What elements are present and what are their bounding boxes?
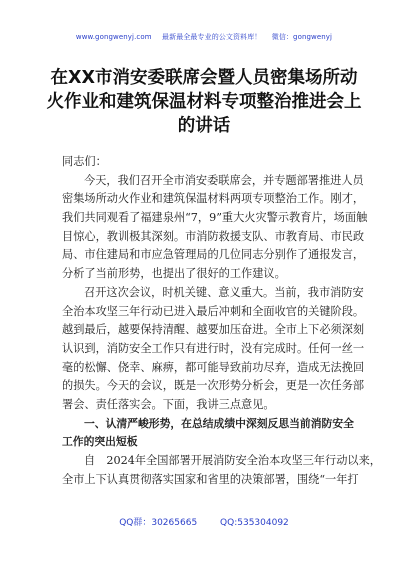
paragraph-line: 全治本攻坚三年行动已进入最后冲刺和全面收官的关键阶段。 xyxy=(62,304,365,318)
site-slogan: 最新最全最专业的公文资料库！ xyxy=(162,33,262,41)
document-title xyxy=(40,66,368,138)
paragraph-line: 越到最后，越要保持清醒、越要加压奋进。全市上下必须深刻 xyxy=(62,323,365,337)
section-heading: 一、认清严峻形势，在总结成绩中深刻反思当前消防安全 xyxy=(84,416,354,430)
title-line: 的讲话 xyxy=(177,116,231,136)
paragraph-line: 自 2024年全国部署开展消防安全治本攻坚三年行动以来， xyxy=(84,454,381,467)
contact-footer xyxy=(0,515,408,528)
section-heading: 工作的突出短板 xyxy=(62,435,138,449)
qq-contact: QQ:535304092 xyxy=(220,518,289,528)
paragraph-line: 目惊心，教训极其深刻。市消防救援支队、市教育局、市民政 xyxy=(62,229,365,243)
paragraph-line: 召开这次会议，时机关键、意义重大。当前，我市消防安 xyxy=(84,285,364,299)
title-line: 火作业和建筑保温材料专项整治推进会上 xyxy=(46,92,362,112)
title-line: 在XX市消安委联席会暨人员密集场所动 xyxy=(50,68,358,88)
site-url-link[interactable]: www.gongwenyj.com xyxy=(75,33,152,41)
paragraph-line: 全市上下认真贯彻落实国家和省里的决策部署，围绕“一年打 xyxy=(62,472,359,486)
paragraph-line: 今天，我们召开全市消安委联席会，并专题部署推进人员 xyxy=(84,173,364,187)
paragraph-line: 毫的松懈、侥幸、麻痹，都可能导致前功尽弃，造成无法挽回 xyxy=(62,360,365,374)
paragraph-line: 分析了当前形势，也提出了很好的工作建议。 xyxy=(62,267,286,281)
document-body xyxy=(62,153,381,489)
paragraph-line: 局、市住建局和市应急管理局的几位同志分别作了通报发言， xyxy=(62,248,365,262)
salutation: 同志们： xyxy=(62,155,107,168)
paragraph-line: 署会、责任落实会。下面，我讲三点意见。 xyxy=(62,397,275,411)
site-header xyxy=(0,32,408,42)
paragraph-line: 认识到，消防安全工作只有进行时，没有完成时。任何一丝一 xyxy=(62,341,365,355)
paragraph-line: 我们共同观看了福建泉州“7，9”重大火灾警示教育片，场面触 xyxy=(62,211,368,225)
paragraph-line: 密集场所动火作业和建筑保温材料两项专项整治工作。刚才， xyxy=(62,192,365,206)
qq-group-contact: QQ群：30265665 xyxy=(119,518,198,528)
wechat-contact: 微信：gongwenyj xyxy=(271,33,333,41)
paragraph-line: 的损失。今天的会议，既是一次形势分析会，更是一次任务部 xyxy=(62,379,365,393)
